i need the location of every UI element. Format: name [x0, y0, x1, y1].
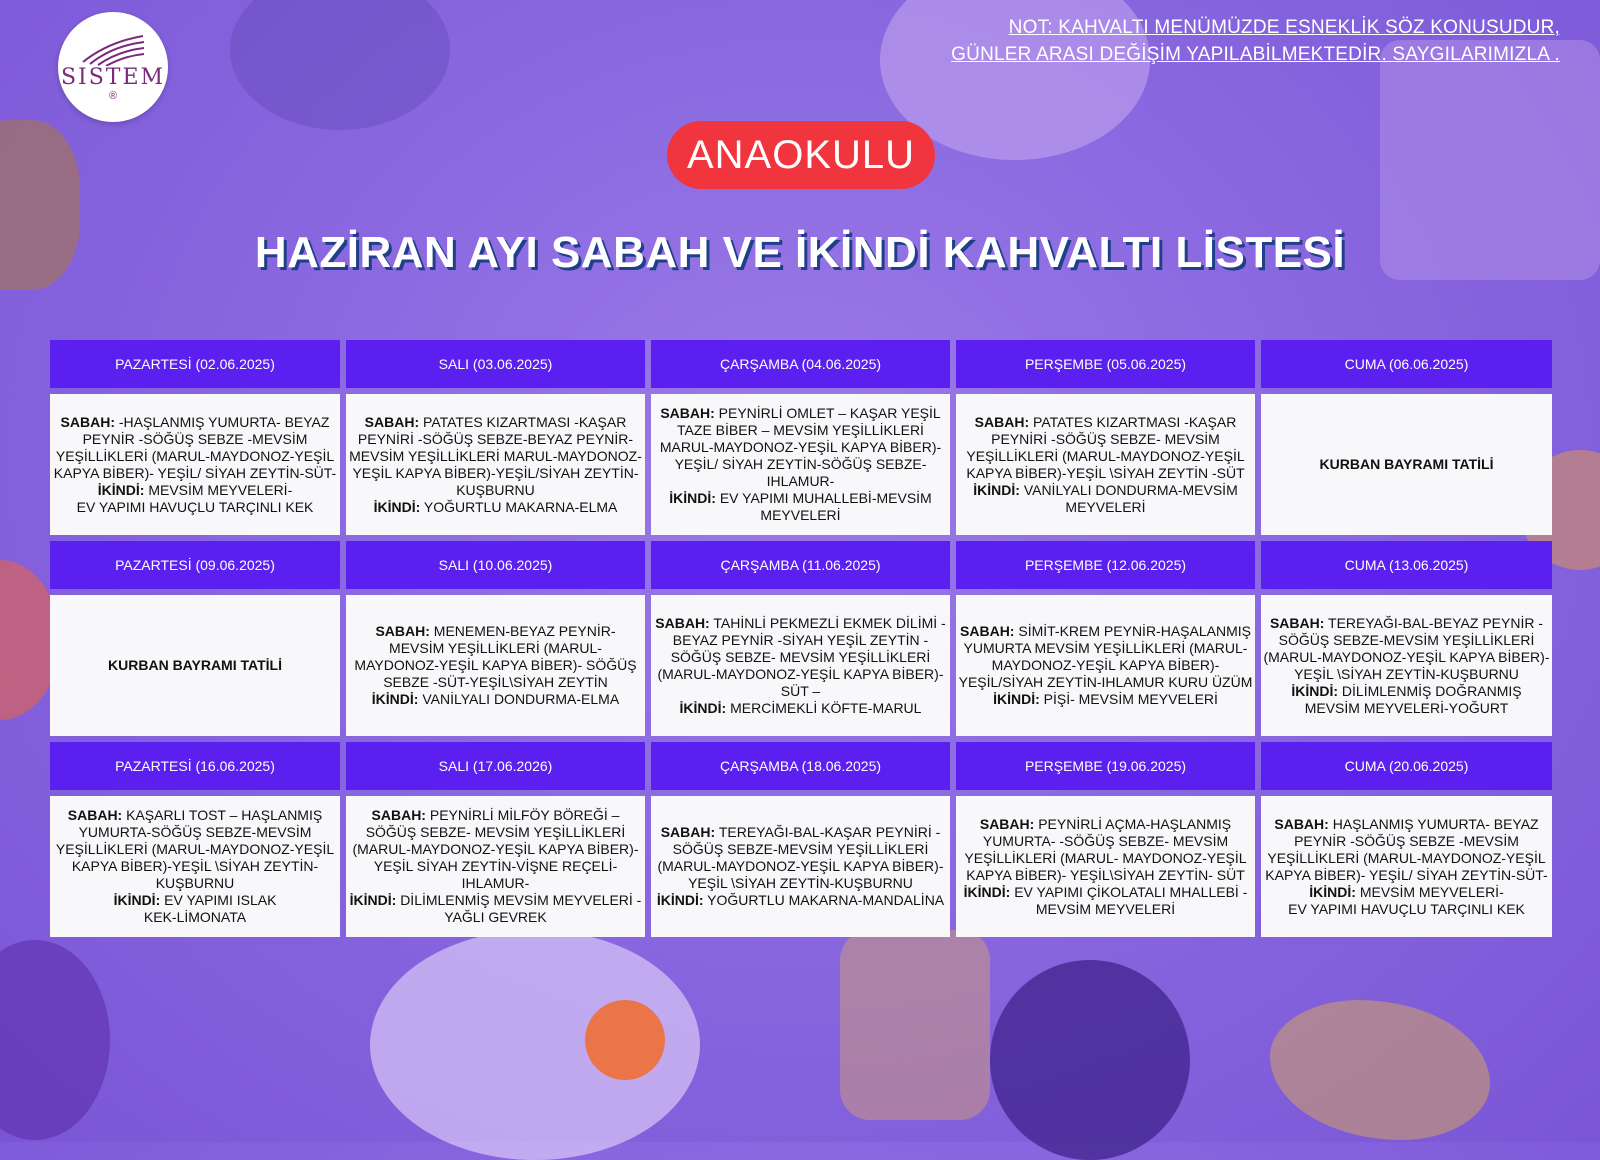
sabah-label: SABAH:	[60, 413, 115, 430]
sabah-menu: KAŞARLI TOST – HAŞLANMIŞ YUMURTA-SÖĞÜŞ SEBZE-MEVSİM YEŞİLLİKLERİ (MARUL-MAYDONOZ-YEŞİL KAPYA BİBER)-YEŞİL \SİYAH ZEYTİN- KUŞBURNU	[55, 807, 335, 891]
ikindi-line	[653, 490, 948, 524]
berries-decor	[0, 940, 110, 1140]
ikindi-menu: DİLİMLENMİŞ MEVSİM MEYVELERİ -YAĞLI GEVREK	[400, 892, 642, 925]
menu-cell	[50, 796, 340, 937]
day-header: ÇARŞAMBA (04.06.2025)	[651, 340, 950, 388]
ikindi-label: İKİNDİ:	[963, 883, 1011, 900]
ikindi-line	[1263, 683, 1550, 717]
holiday-text: KURBAN BAYRAMI TATİLİ	[108, 657, 282, 673]
ikindi-line	[657, 892, 944, 909]
ikindi-menu: YOĞURTLU MAKARNA-ELMA	[423, 498, 618, 515]
sabah-menu: PEYNİRLİ AÇMA-HAŞLANMIŞ YUMURTA- -SÖĞÜŞ SEBZE- MEVSİM YEŞİLLİKLERİ (MARUL- MAYDONOZ-YEŞİL KAPYA BİBER)- YEŞİL\SİYAH ZEYTİN- SÜT	[964, 815, 1247, 883]
logo-emblem-icon	[78, 32, 148, 66]
day-header: PAZARTESİ (02.06.2025)	[50, 340, 340, 388]
menu-cell	[651, 394, 950, 535]
day-header: PAZARTESİ (16.06.2025)	[50, 742, 340, 790]
day-header: PERŞEMBE (19.06.2025)	[956, 742, 1255, 790]
ikindi-line	[374, 499, 618, 516]
waffle-decor	[840, 930, 990, 1120]
menu-cell	[50, 394, 340, 535]
sabah-line	[52, 414, 338, 482]
ikindi-menu: EV YAPIMI MUHALLEBİ-MEVSİM MEYVELERİ	[719, 490, 932, 523]
menu-cell	[50, 595, 340, 736]
ikindi-menu: PİŞİ- MEVSİM MEYVELERİ	[1043, 691, 1218, 707]
ikindi-line	[98, 482, 292, 499]
ikindi-label: İKİNDİ:	[656, 892, 704, 908]
sabah-menu: -HAŞLANMIŞ YUMURTA- BEYAZ PEYNİR -SÖĞÜŞ SEBZE -MEVSİM YEŞİLLİKLERİ (MARUL-MAYDONOZ-YEŞİL KAPYA BİBER)- YEŞİL/ SİYAH ZEYTİN-SÜT-	[53, 413, 337, 481]
ikindi-menu: MEVSİM MEYVELERİ-	[148, 481, 293, 498]
sabah-label: SABAH:	[660, 824, 716, 840]
ikindi-menu: EV YAPIMI ÇİKOLATALI MHALLEBİ -MEVSİM MEYVELERİ	[1014, 883, 1248, 917]
menu-cell	[956, 595, 1255, 736]
day-header: CUMA (20.06.2025)	[1261, 742, 1552, 790]
sabah-label: SABAH:	[375, 623, 430, 639]
ikindi-menu: VANİLYALI DONDURMA-MEVSİM MEYVELERİ	[1023, 481, 1238, 515]
ikindi-label: İKİNDİ:	[373, 498, 421, 515]
sabah-menu: SİMİT-KREM PEYNİR-HAŞALANMIŞ YUMURTA MEVSİM YEŞİLLİKLERİ (MARUL- MAYDONOZ-YEŞİL KAPYA BİBER)- YEŞİL/SİYAH ZEYTİN-IHLAMUR KURU ÜZÜM	[958, 623, 1253, 690]
sabah-label: SABAH:	[960, 623, 1015, 639]
banana-decor	[1270, 1000, 1490, 1140]
ikindi-label: İKİNDİ:	[669, 490, 716, 506]
day-header: SALI (10.06.2025)	[346, 541, 645, 589]
menu-cell	[651, 796, 950, 937]
ikindi-extra-line: EV YAPIMI HAVUÇLU TARÇINLI KEK	[76, 498, 314, 515]
sabah-label: SABAH:	[660, 405, 715, 421]
ikindi-line	[372, 691, 619, 708]
sabah-line	[348, 414, 643, 499]
ikindi-line	[958, 884, 1253, 918]
ikindi-line	[348, 892, 643, 926]
ikindi-extra-line: KEK-LİMONATA	[143, 909, 247, 925]
sabah-menu: TEREYAĞI-BAL-BEYAZ PEYNİR -SÖĞÜŞ SEBZE-MEVSİM YEŞİLLİKLERİ (MARUL-MAYDONOZ-YEŞİL KAPYA BİBER)- YEŞİL \SİYAH ZEYTİN-KUŞBURNU	[1263, 614, 1550, 682]
sabah-menu: PEYNİRLİ MİLFÖY BÖREĞİ – SÖĞÜŞ SEBZE- MEVSİM YEŞİLLİKLERİ (MARUL-MAYDONOZ-YEŞİL KAPYA BİBER)-YEŞİL SİYAH ZEYTİN-VİŞNE REÇELİ-IHLAMUR-	[352, 807, 639, 891]
holiday-text: KURBAN BAYRAMI TATİLİ	[1319, 456, 1494, 472]
sabah-label: SABAH:	[979, 815, 1035, 832]
menu-note-line-2: GÜNLER ARASI DEĞİŞİM YAPILABİLMEKTEDİR. SAYGILARIMIZLA .	[951, 44, 1560, 65]
school-logo	[58, 12, 168, 122]
sabah-menu: HAŞLANMIŞ YUMURTA- BEYAZ PEYNİR -SÖĞÜŞ SEBZE -MEVSİM YEŞİLLİKLERİ (MARUL-MAYDONOZ-YEŞİL KAPYA BİBER)- YEŞİL/ SİYAH ZEYTİN-SÜT-	[1265, 815, 1548, 883]
day-header: PERŞEMBE (05.06.2025)	[956, 340, 1255, 388]
ikindi-line	[680, 700, 922, 717]
ikindi-label: İKİNDİ:	[97, 481, 145, 498]
menu-cell	[956, 394, 1255, 535]
ikindi-menu: EV YAPIMI ISLAK	[164, 892, 277, 908]
menu-cell	[346, 796, 645, 937]
day-header: PERŞEMBE (12.06.2025)	[956, 541, 1255, 589]
sabah-line	[52, 807, 338, 892]
nuts-bowl-decor	[230, 0, 450, 130]
day-header: SALI (17.06.2026)	[346, 742, 645, 790]
ikindi-label: İKİNDİ:	[371, 691, 419, 707]
sabah-line	[1263, 816, 1550, 884]
menu-cell	[1261, 595, 1552, 736]
sabah-line	[958, 816, 1253, 884]
ikindi-menu: DİLİMLENMİŞ DOĞRANMIŞ MEVSİM MEYVELERİ-YOĞURT	[1304, 682, 1522, 716]
day-header: PAZARTESİ (09.06.2025)	[50, 541, 340, 589]
menu-note	[951, 14, 1560, 68]
sabah-label: SABAH:	[67, 807, 123, 823]
ikindi-menu: VANİLYALI DONDURMA-ELMA	[422, 691, 620, 707]
sabah-menu: PEYNİRLİ OMLET – KAŞAR YEŞİL TAZE BİBER – MEVSİM YEŞİLLİKLERİ MARUL-MAYDONOZ-YEŞİL KAPYA BİBER)-YEŞİL/ SİYAH ZEYTİN-SÖĞÜŞ SEBZE-IHLAMUR-	[659, 405, 942, 489]
ikindi-label: İKİNDİ:	[679, 699, 727, 716]
ikindi-line	[114, 892, 277, 909]
ikindi-label: İKİNDİ:	[1291, 682, 1339, 699]
sabah-menu: PATATES KIZARTMASI -KAŞAR PEYNİRİ -SÖĞÜŞ SEBZE-BEYAZ PEYNİR-MEVSİM YEŞİLLİKLERİ MARUL-MAYDONOZ-YEŞİL KAPYA BİBER)-YEŞİL/SİYAH ZEYTİN-KUŞBURNU	[349, 413, 642, 498]
menu-cell	[346, 394, 645, 535]
logo-registered-mark: ®	[108, 90, 118, 102]
sabah-line	[348, 623, 643, 691]
ikindi-label: İKİNDİ:	[349, 892, 397, 908]
day-header: CUMA (13.06.2025)	[1261, 541, 1552, 589]
ikindi-extra-line: EV YAPIMI HAVUÇLU TARÇINLI KEK	[1288, 900, 1525, 917]
ikindi-menu: MEVSİM MEYVELERİ-	[1359, 883, 1504, 900]
sabah-menu: MENEMEN-BEYAZ PEYNİR-MEVSİM YEŞİLLİKLERİ (MARUL-MAYDONOZ-YEŞİL KAPYA BİBER)- SÖĞÜŞ SEBZE -SÜT-YEŞİL\SİYAH ZEYTİN	[354, 623, 637, 690]
logo-text: SISTEM	[60, 65, 166, 90]
day-header: ÇARŞAMBA (11.06.2025)	[651, 541, 950, 589]
ikindi-label: İKİNDİ:	[993, 691, 1040, 707]
sabah-label: SABAH:	[1274, 815, 1329, 832]
menu-cell	[346, 595, 645, 736]
menu-cell	[651, 595, 950, 736]
ikindi-line	[993, 691, 1218, 708]
sabah-line	[653, 824, 948, 892]
ikindi-line	[1309, 884, 1503, 901]
sabah-menu: PATATES KIZARTMASI -KAŞAR PEYNİRİ -SÖĞÜŞ SEBZE- MEVSİM YEŞİLLİKLERİ (MARUL-MAYDONOZ-YEŞİL KAPYA BİBER)-YEŞİL \SİYAH ZEYTİN -SÜT	[966, 413, 1245, 481]
sabah-label: SABAH:	[974, 413, 1030, 430]
sabah-line	[958, 623, 1253, 691]
sabah-line	[348, 807, 643, 892]
day-header: ÇARŞAMBA (18.06.2025)	[651, 742, 950, 790]
sabah-label: SABAH:	[655, 614, 710, 631]
ikindi-menu: YOĞURTLU MAKARNA-MANDALİNA	[707, 892, 945, 908]
day-header: CUMA (06.06.2025)	[1261, 340, 1552, 388]
ikindi-menu: MERCİMEKLİ KÖFTE-MARUL	[730, 699, 922, 716]
ikindi-line	[958, 482, 1253, 516]
menu-cell	[1261, 394, 1552, 535]
sabah-line	[958, 414, 1253, 482]
coffee-cup-decor	[990, 960, 1190, 1160]
day-header: SALI (03.06.2025)	[346, 340, 645, 388]
sabah-label: SABAH:	[1269, 614, 1325, 631]
page-title: HAZİRAN AYI SABAH VE İKİNDİ KAHVALTI LİSTESİ	[254, 228, 1346, 277]
egg-yolk-decor	[585, 1000, 665, 1080]
sabah-label: SABAH:	[364, 413, 420, 430]
sabah-line	[1263, 615, 1550, 683]
menu-grid	[50, 340, 1552, 937]
ikindi-label: İKİNDİ:	[973, 481, 1020, 498]
sabah-line	[653, 405, 948, 490]
sabah-label: SABAH:	[371, 807, 426, 823]
menu-cell	[956, 796, 1255, 937]
ikindi-label: İKİNDİ:	[1309, 883, 1356, 900]
school-level-badge: ANAOKULU	[667, 121, 935, 189]
sabah-line	[653, 615, 948, 700]
menu-note-line-1: NOT: KAHVALTI MENÜMÜZDE ESNEKLİK SÖZ KONUSUDUR,	[1008, 17, 1560, 38]
menu-cell	[1261, 796, 1552, 937]
sabah-menu: TEREYAĞI-BAL-KAŞAR PEYNİRİ -SÖĞÜŞ SEBZE-MEVSİM YEŞİLLİKLERİ (MARUL-MAYDONOZ-YEŞİL KAPYA BİBER)- YEŞİL \SİYAH ZEYTİN-KUŞBURNU	[657, 824, 944, 891]
ikindi-label: İKİNDİ:	[113, 892, 161, 908]
sabah-menu: TAHİNLİ PEKMEZLİ EKMEK DİLİMİ -BEYAZ PEYNİR -SİYAH YEŞİL ZEYTİN -SÖĞÜŞ SEBZE- MEVSİM YEŞİLLİKLERİ (MARUL-MAYDONOZ-YEŞİL KAPYA BİBER)-SÜT –	[657, 614, 946, 699]
